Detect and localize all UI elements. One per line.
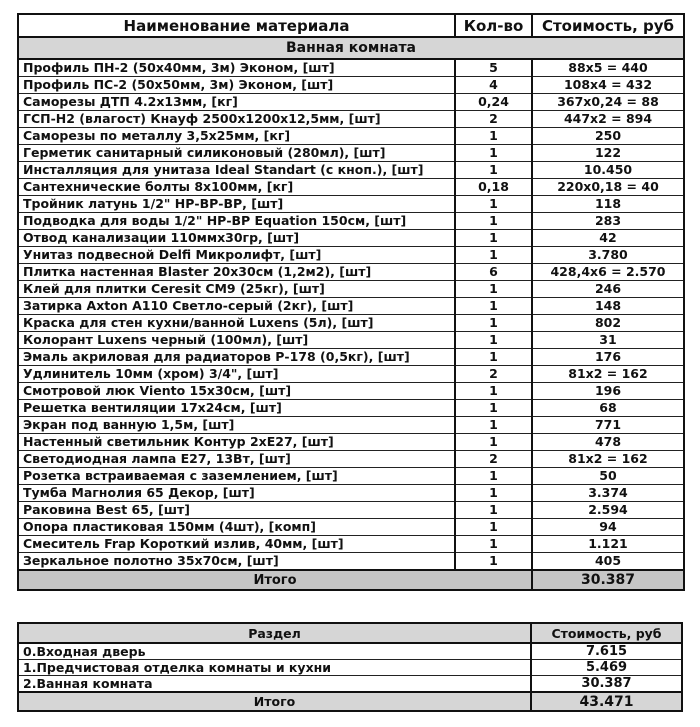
material-name: Тройник латунь 1/2" НР-ВР-ВР, [шт] <box>18 196 455 213</box>
material-qty: 4 <box>455 77 532 94</box>
material-cost: 3.780 <box>532 247 684 264</box>
material-row <box>18 247 684 264</box>
material-name: Экран под ванную 1,5м, [шт] <box>18 417 455 434</box>
summary-section: 2.Ванная комната <box>18 676 531 693</box>
material-row <box>18 315 684 332</box>
material-row <box>18 298 684 315</box>
material-qty: 1 <box>455 400 532 417</box>
material-row <box>18 111 684 128</box>
material-row <box>18 383 684 400</box>
material-name: Герметик санитарный силиконовый (280мл), [шт] <box>18 145 455 162</box>
material-qty: 1 <box>455 434 532 451</box>
material-cost: 250 <box>532 128 684 145</box>
material-qty: 1 <box>455 553 532 571</box>
materials-total-label: Итого <box>18 570 532 590</box>
material-name: Саморезы по металлу 3,5х25мм, [кг] <box>18 128 455 145</box>
material-row <box>18 485 684 502</box>
material-name: ГСП-Н2 (влагост) Кнауф 2500х1200х12,5мм, [шт] <box>18 111 455 128</box>
material-qty: 1 <box>455 145 532 162</box>
material-qty: 1 <box>455 315 532 332</box>
material-row <box>18 162 684 179</box>
material-qty: 2 <box>455 451 532 468</box>
summary-header-row <box>18 623 682 643</box>
material-name: Профиль ПН-2 (50х40мм, 3м) Эконом, [шт] <box>18 59 455 77</box>
material-name: Удлинитель 10мм (хром) 3/4", [шт] <box>18 366 455 383</box>
material-name: Светодиодная лампа Е27, 13Вт, [шт] <box>18 451 455 468</box>
material-name: Тумба Магнолия 65 Декор, [шт] <box>18 485 455 502</box>
summary-row <box>18 643 682 660</box>
material-name: Решетка вентиляции 17х24см, [шт] <box>18 400 455 417</box>
material-row <box>18 502 684 519</box>
material-row <box>18 366 684 383</box>
material-qty: 1 <box>455 485 532 502</box>
material-qty: 1 <box>455 196 532 213</box>
material-name: Подводка для воды 1/2" НР-ВР Equation 150см, [шт] <box>18 213 455 230</box>
material-row <box>18 196 684 213</box>
material-row <box>18 213 684 230</box>
summary-section: 1.Предчистовая отделка комнаты и кухни <box>18 660 531 676</box>
material-qty: 5 <box>455 59 532 77</box>
material-cost: 31 <box>532 332 684 349</box>
header-qty: Кол-во <box>455 14 532 37</box>
material-cost: 220х0,18 = 40 <box>532 179 684 196</box>
summary-header-cost: Стоимость, руб <box>531 623 682 643</box>
material-name: Саморезы ДТП 4.2х13мм, [кг] <box>18 94 455 111</box>
materials-header-row <box>18 14 684 37</box>
material-cost: 10.450 <box>532 162 684 179</box>
material-qty: 1 <box>455 213 532 230</box>
material-qty: 0,18 <box>455 179 532 196</box>
materials-total-value: 30.387 <box>532 570 684 590</box>
section-row <box>18 37 684 59</box>
material-qty: 6 <box>455 264 532 281</box>
material-qty: 1 <box>455 383 532 400</box>
material-cost: 81х2 = 162 <box>532 451 684 468</box>
material-cost: 148 <box>532 298 684 315</box>
material-cost: 176 <box>532 349 684 366</box>
material-name: Клей для плитки Ceresit CM9 (25кг), [шт] <box>18 281 455 298</box>
material-row <box>18 536 684 553</box>
material-row <box>18 332 684 349</box>
material-cost: 94 <box>532 519 684 536</box>
material-cost: 122 <box>532 145 684 162</box>
material-cost: 3.374 <box>532 485 684 502</box>
header-name: Наименование материала <box>18 14 455 37</box>
materials-table <box>17 13 685 591</box>
material-cost: 2.594 <box>532 502 684 519</box>
material-cost: 118 <box>532 196 684 213</box>
material-row <box>18 179 684 196</box>
summary-row <box>18 660 682 676</box>
material-row <box>18 434 684 451</box>
summary-total-row <box>18 692 682 711</box>
summary-section: 0.Входная дверь <box>18 643 531 660</box>
material-name: Инсталляция для унитаза Ideal Standart (с кноп.), [шт] <box>18 162 455 179</box>
material-row <box>18 400 684 417</box>
material-row <box>18 94 684 111</box>
material-row <box>18 77 684 94</box>
material-cost: 42 <box>532 230 684 247</box>
material-row <box>18 264 684 281</box>
material-name: Затирка Axton A110 Светло-серый (2кг), [шт] <box>18 298 455 315</box>
material-qty: 1 <box>455 417 532 434</box>
summary-table <box>17 622 683 712</box>
summary-header-section: Раздел <box>18 623 531 643</box>
material-cost: 428,4х6 = 2.570 <box>532 264 684 281</box>
material-cost: 283 <box>532 213 684 230</box>
material-cost: 196 <box>532 383 684 400</box>
material-row <box>18 59 684 77</box>
material-name: Смотровой люк Viento 15х30см, [шт] <box>18 383 455 400</box>
material-row <box>18 349 684 366</box>
material-qty: 1 <box>455 468 532 485</box>
material-qty: 1 <box>455 502 532 519</box>
material-qty: 1 <box>455 128 532 145</box>
material-row <box>18 417 684 434</box>
material-name: Зеркальное полотно 35х70см, [шт] <box>18 553 455 571</box>
material-name: Сантехнические болты 8х100мм, [кг] <box>18 179 455 196</box>
material-qty: 1 <box>455 230 532 247</box>
material-cost: 1.121 <box>532 536 684 553</box>
material-cost: 771 <box>532 417 684 434</box>
material-cost: 246 <box>532 281 684 298</box>
material-cost: 405 <box>532 553 684 571</box>
material-name: Опора пластиковая 150мм (4шт), [комп] <box>18 519 455 536</box>
material-cost: 478 <box>532 434 684 451</box>
material-cost: 81х2 = 162 <box>532 366 684 383</box>
summary-total-label: Итого <box>18 692 531 711</box>
material-name: Краска для стен кухни/ванной Luxens (5л), [шт] <box>18 315 455 332</box>
summary-row <box>18 676 682 693</box>
material-name: Смеситель Frap Короткий излив, 40мм, [шт] <box>18 536 455 553</box>
material-name: Розетка встраиваемая с заземлением, [шт] <box>18 468 455 485</box>
material-name: Плитка настенная Blaster 20х30см (1,2м2), [шт] <box>18 264 455 281</box>
material-row <box>18 553 684 571</box>
material-qty: 1 <box>455 298 532 315</box>
material-row <box>18 230 684 247</box>
summary-cost: 30.387 <box>531 676 682 693</box>
material-name: Эмаль акриловая для радиаторов Р-178 (0,5кг), [шт] <box>18 349 455 366</box>
material-qty: 2 <box>455 111 532 128</box>
material-qty: 1 <box>455 536 532 553</box>
materials-total-row <box>18 570 684 590</box>
material-qty: 1 <box>455 162 532 179</box>
section-title: Ванная комната <box>18 37 684 59</box>
material-row <box>18 145 684 162</box>
summary-cost: 5.469 <box>531 660 682 676</box>
material-cost: 108х4 = 432 <box>532 77 684 94</box>
material-qty: 1 <box>455 519 532 536</box>
material-name: Отвод канализации 110ммх30гр, [шт] <box>18 230 455 247</box>
material-row <box>18 451 684 468</box>
material-row <box>18 128 684 145</box>
material-cost: 50 <box>532 468 684 485</box>
material-qty: 1 <box>455 281 532 298</box>
material-row <box>18 519 684 536</box>
material-cost: 447х2 = 894 <box>532 111 684 128</box>
material-qty: 1 <box>455 247 532 264</box>
material-qty: 0,24 <box>455 94 532 111</box>
material-qty: 1 <box>455 332 532 349</box>
material-row <box>18 468 684 485</box>
material-name: Колорант Luxens черный (100мл), [шт] <box>18 332 455 349</box>
material-name: Раковина Best 65, [шт] <box>18 502 455 519</box>
summary-cost: 7.615 <box>531 643 682 660</box>
material-cost: 68 <box>532 400 684 417</box>
material-row <box>18 281 684 298</box>
summary-total-value: 43.471 <box>531 692 682 711</box>
header-cost: Стоимость, руб <box>532 14 684 37</box>
material-name: Профиль ПС-2 (50х50мм, 3м) Эконом, [шт] <box>18 77 455 94</box>
material-qty: 2 <box>455 366 532 383</box>
material-name: Настенный светильник Контур 2хЕ27, [шт] <box>18 434 455 451</box>
material-qty: 1 <box>455 349 532 366</box>
material-cost: 367х0,24 = 88 <box>532 94 684 111</box>
material-cost: 88х5 = 440 <box>532 59 684 77</box>
material-name: Унитаз подвесной Delfi Микролифт, [шт] <box>18 247 455 264</box>
material-cost: 802 <box>532 315 684 332</box>
